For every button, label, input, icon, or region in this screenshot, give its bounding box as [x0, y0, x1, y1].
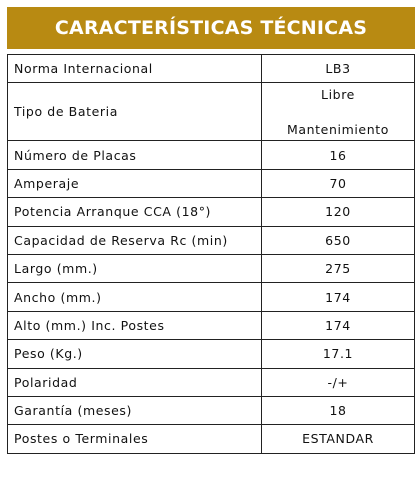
spec-value-line: Libre: [321, 86, 355, 102]
table-row: [8, 83, 415, 141]
spec-value: 18: [262, 396, 415, 424]
spec-value: -/+: [262, 368, 415, 396]
table-row: [8, 169, 415, 197]
spec-label: Potencia Arranque CCA (18°): [8, 198, 262, 226]
spec-value: 174: [262, 311, 415, 339]
spec-value: 275: [262, 254, 415, 282]
header-banner: [7, 7, 415, 49]
spec-label: Amperaje: [8, 169, 262, 197]
table-row: [8, 425, 415, 453]
spec-label: Número de Placas: [8, 141, 262, 169]
table-row: [8, 55, 415, 83]
spec-label: Alto (mm.) Inc. Postes: [8, 311, 262, 339]
spec-value: LB3: [262, 55, 415, 83]
table-row: [8, 226, 415, 254]
spec-label: Ancho (mm.): [8, 283, 262, 311]
table-row: [8, 198, 415, 226]
spec-value: 650: [262, 226, 415, 254]
spec-value-line: Mantenimiento: [287, 121, 389, 137]
table-row: [8, 368, 415, 396]
table-row: [8, 340, 415, 368]
spec-label: Postes o Terminales: [8, 425, 262, 453]
table-row: [8, 283, 415, 311]
spec-label: Garantía (meses): [8, 396, 262, 424]
spec-value: 70: [262, 169, 415, 197]
table-row: [8, 396, 415, 424]
table-row: [8, 311, 415, 339]
spec-label: Polaridad: [8, 368, 262, 396]
spec-label: Norma Internacional: [8, 55, 262, 83]
spec-value: 174: [262, 283, 415, 311]
spec-value: 16: [262, 141, 415, 169]
spec-label: Capacidad de Reserva Rc (min): [8, 226, 262, 254]
spec-value: ESTANDAR: [262, 425, 415, 453]
spec-value: [262, 83, 415, 141]
page-title: CARACTERÍSTICAS TÉCNICAS: [54, 17, 368, 39]
spec-label: Tipo de Bateria: [8, 83, 262, 141]
specs-table: [7, 54, 415, 454]
spec-value: 120: [262, 198, 415, 226]
table-row: [8, 141, 415, 169]
spec-value: 17.1: [262, 340, 415, 368]
spec-label: Largo (mm.): [8, 254, 262, 282]
table-row: [8, 254, 415, 282]
spec-label: Peso (Kg.): [8, 340, 262, 368]
